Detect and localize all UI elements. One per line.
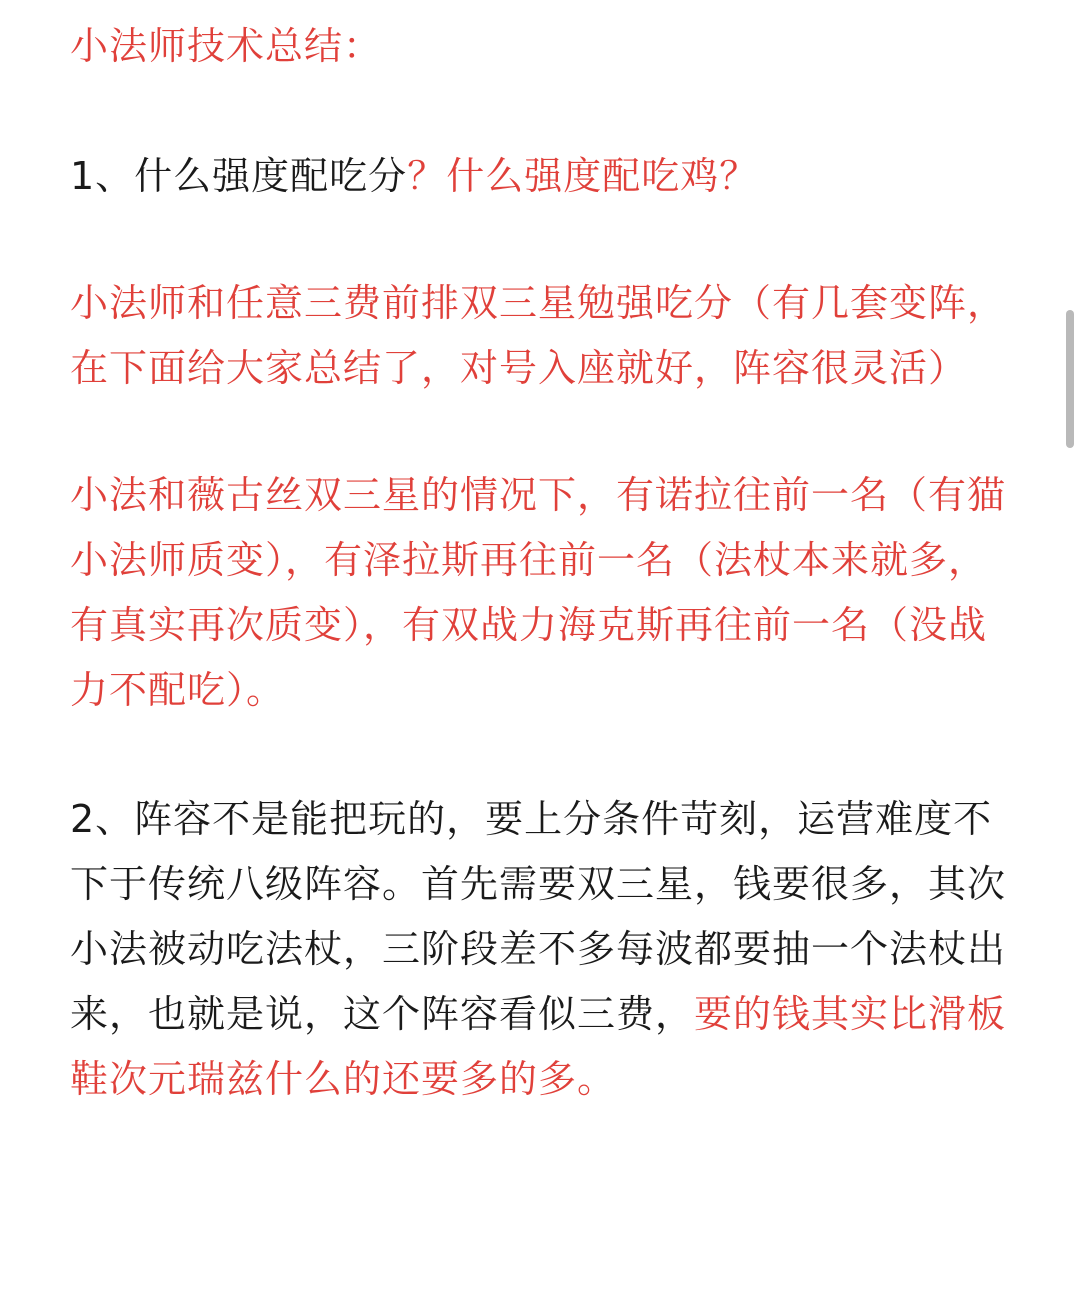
vertical-scrollbar-thumb[interactable] xyxy=(1066,310,1074,448)
article-body xyxy=(70,14,1010,1112)
section-2-dark-text: 2、阵容不是能把玩的，要上分条件苛刻，运营难度不下于传统八级阵容。首先需要双三星，钱要很多，其次小法被动吃法杖，三阶段差不多每波都要抽一个法杖出来，也就是说，这个阵容看似三费， xyxy=(70,797,1007,1036)
section-2-red-text: 要的钱其实比滑板鞋次元瑞兹什么的还要多的多。 xyxy=(70,992,1007,1101)
article-title: 小法师技术总结： xyxy=(70,24,383,68)
question-1-prefix: 1、什么强度配吃分 xyxy=(70,154,408,198)
section-2-paragraph xyxy=(70,787,1010,1112)
question-1-suffix: ？什么强度配吃鸡？ xyxy=(407,154,759,198)
question-1 xyxy=(70,144,1010,209)
answer-1-paragraph: 小法师和任意三费前排双三星勉强吃分（有几套变阵，在下面给大家总结了，对号入座就好，阵容很灵活） xyxy=(70,281,1007,390)
answer-2-paragraph: 小法和薇古丝双三星的情况下，有诺拉往前一名（有猫小法师质变），有泽拉斯再往前一名（法杖本来就多，有真实再次质变），有双战力海克斯再往前一名（没战力不配吃）。 xyxy=(70,473,1007,712)
